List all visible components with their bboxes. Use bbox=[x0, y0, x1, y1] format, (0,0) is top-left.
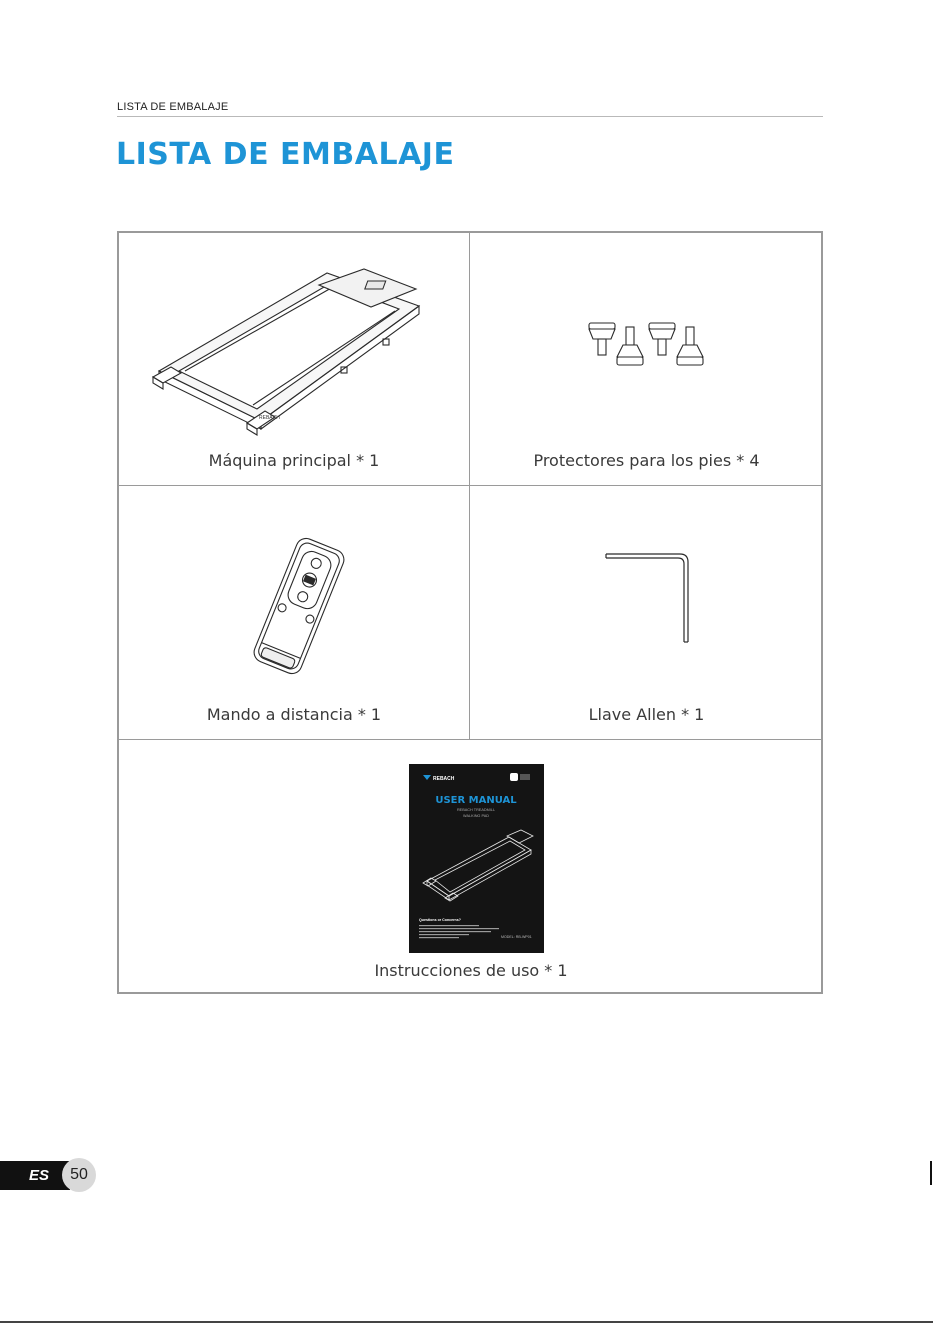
svg-text:REBACH: REBACH bbox=[259, 415, 280, 421]
packing-item-remote-control bbox=[119, 486, 469, 739]
page-number: 50 bbox=[62, 1158, 96, 1192]
packing-item-foot-protectors bbox=[470, 233, 823, 485]
manual-contact: Questions or Concerns? bbox=[419, 918, 461, 922]
packing-item-user-manual bbox=[119, 740, 823, 994]
allen-key-icon bbox=[600, 548, 700, 648]
item-caption: Mando a distancia * 1 bbox=[206, 705, 382, 724]
packing-item-main-machine bbox=[119, 233, 469, 485]
manual-brand: REBACH bbox=[433, 776, 455, 782]
remote-control-icon bbox=[244, 536, 354, 676]
foot-protectors-icon bbox=[585, 321, 720, 369]
manual-line-2: WALKING PAD bbox=[463, 814, 489, 818]
user-manual-icon bbox=[409, 764, 544, 953]
manual-heading: USER MANUAL bbox=[435, 795, 517, 806]
item-caption: Llave Allen * 1 bbox=[588, 705, 705, 724]
item-caption: Protectores para los pies * 4 bbox=[533, 451, 760, 470]
packing-list-grid bbox=[117, 231, 823, 994]
packing-item-allen-key bbox=[470, 486, 823, 739]
treadmill-icon bbox=[149, 261, 429, 436]
running-header: LISTA DE EMBALAJE bbox=[117, 101, 229, 113]
manual-line-1: REBACH TREADMILL bbox=[456, 808, 496, 812]
item-caption: Instrucciones de uso * 1 bbox=[374, 961, 568, 980]
edge-mark bbox=[930, 1161, 932, 1185]
page-title: LISTA DE EMBALAJE bbox=[116, 137, 455, 172]
header-rule bbox=[117, 116, 823, 117]
item-caption: Máquina principal * 1 bbox=[208, 451, 380, 470]
bottom-rule bbox=[0, 1321, 933, 1323]
manual-model: MODEL: RB-WP01 bbox=[501, 935, 532, 939]
language-tab: ES bbox=[0, 1161, 70, 1190]
